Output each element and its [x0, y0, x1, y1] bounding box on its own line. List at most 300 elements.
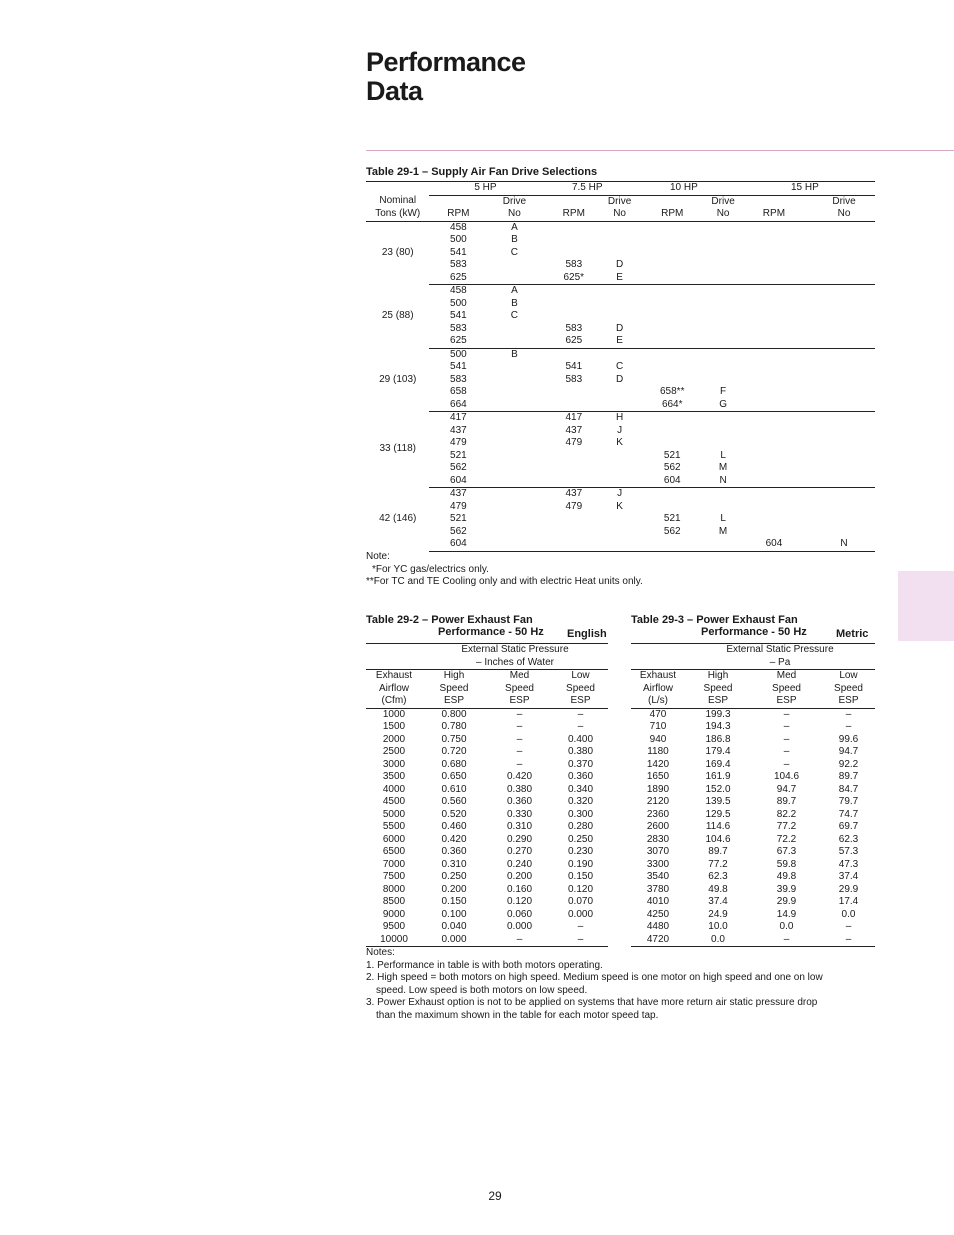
airflow-cell: 1000	[382, 708, 406, 720]
rpm-cell: 479	[450, 437, 467, 448]
high-speed-esp-cell: 186.8	[705, 733, 731, 745]
column-header	[422, 670, 486, 709]
column-header-line: Speed	[703, 682, 733, 694]
column-header-line: (Cfm)	[381, 695, 407, 706]
drive-no-cell	[813, 488, 875, 501]
col-drive: Drive	[832, 195, 856, 207]
airflow-cell: 2600	[646, 821, 670, 832]
table-row	[366, 884, 608, 897]
airflow-cell: 5000	[382, 808, 406, 820]
rpm-cell	[735, 221, 813, 234]
high-speed-esp-cell: 179.4	[705, 746, 731, 757]
table-row	[366, 386, 875, 399]
rpm-cell	[633, 425, 711, 438]
rpm-cell	[735, 386, 813, 399]
rpm-cell: 583	[565, 373, 583, 385]
rpm-cell	[735, 501, 813, 514]
table-row	[366, 272, 875, 285]
med-speed-esp-cell: 94.7	[776, 783, 797, 795]
med-speed-esp-cell: 0.120	[506, 896, 533, 907]
drive-no-cell: A	[511, 285, 518, 296]
table-row	[366, 934, 608, 947]
column-header-line: Med	[776, 670, 797, 681]
rpm-cell: 583	[565, 259, 583, 270]
rpm-cell	[735, 437, 813, 450]
drive-no-cell	[711, 259, 734, 272]
rpm-cell	[735, 513, 813, 526]
med-speed-esp-cell: 0.420	[506, 771, 533, 782]
drive-no-cell	[813, 298, 875, 311]
column-header-line: ESP	[570, 695, 591, 706]
airflow-cell: 6500	[382, 846, 406, 857]
rpm-cell	[541, 234, 606, 247]
rpm-cell	[541, 450, 606, 463]
airflow-cell: 9000	[382, 908, 406, 920]
drive-no-cell	[487, 259, 541, 272]
table-row	[366, 784, 608, 797]
drive-no-cell	[711, 335, 734, 348]
airflow-cell: 8500	[382, 896, 406, 907]
med-speed-esp-cell: –	[751, 934, 822, 947]
column-header-line: Exhaust	[375, 670, 413, 681]
drive-no-cell	[813, 374, 875, 387]
drive-no-cell	[487, 323, 541, 336]
table-row	[366, 759, 608, 772]
drive-no-cell	[606, 475, 633, 488]
table-row	[366, 374, 875, 387]
rpm-cell: 562	[663, 525, 681, 537]
rpm-cell	[633, 259, 711, 272]
low-speed-esp-cell: 0.370	[567, 758, 594, 770]
airflow-cell: 10000	[366, 934, 422, 947]
rpm-cell: 479	[565, 437, 583, 448]
rpm-cell	[633, 488, 711, 501]
table-row	[366, 909, 608, 922]
drive-no-cell: A	[511, 221, 518, 233]
table2-unit-label: English	[567, 628, 607, 640]
nominal-tons-cell: 23 (80)	[381, 246, 414, 258]
med-speed-esp-cell: 67.3	[776, 846, 797, 857]
airflow-cell: 2830	[646, 833, 670, 845]
low-speed-esp-cell: 92.2	[838, 758, 859, 770]
rpm-cell	[735, 399, 813, 412]
rpm-cell	[541, 462, 606, 475]
drive-no-cell	[487, 412, 541, 425]
table1-notes	[366, 551, 643, 589]
low-speed-esp-cell: –	[845, 721, 852, 732]
drive-no-cell: F	[720, 386, 727, 397]
rpm-cell: 658**	[660, 386, 685, 397]
drive-no-cell	[711, 298, 734, 311]
rpm-cell	[633, 247, 711, 260]
page-number: 29	[488, 1189, 502, 1203]
airflow-cell: 7500	[382, 871, 406, 882]
table-row	[631, 734, 875, 747]
high-speed-esp-cell: 10.0	[708, 921, 728, 932]
table-row	[366, 809, 608, 822]
airflow-cell: 4480	[646, 921, 670, 932]
drive-no-cell	[606, 234, 633, 247]
airflow-cell: 2360	[646, 808, 670, 820]
med-speed-esp-cell: 0.200	[506, 871, 533, 882]
table-row	[631, 784, 875, 797]
table-row	[366, 437, 875, 450]
rpm-cell	[633, 538, 711, 551]
rpm-cell	[735, 526, 813, 539]
airflow-cell: 4010	[646, 896, 670, 907]
col-drive: Drive	[711, 195, 735, 207]
table-row	[366, 475, 875, 488]
rpm-cell: 437	[565, 424, 583, 436]
high-speed-esp-cell: 0.780	[441, 721, 467, 732]
column-header-line: Airflow	[642, 682, 673, 694]
rpm-cell: 437	[450, 424, 467, 436]
rpm-cell: 604	[429, 538, 487, 551]
airflow-cell: 7000	[382, 858, 406, 870]
table-row	[366, 348, 875, 361]
esp-header	[685, 644, 875, 670]
med-speed-esp-cell: 39.9	[776, 883, 797, 895]
column-header-line: Speed	[505, 682, 534, 694]
drive-no-cell: B	[511, 234, 518, 245]
high-speed-esp-cell: 0.800	[441, 708, 467, 720]
table-row	[366, 746, 608, 759]
med-speed-esp-cell: 0.160	[506, 883, 533, 895]
col-no: No	[711, 208, 734, 221]
drive-no-cell	[711, 412, 734, 425]
rpm-cell	[541, 526, 606, 539]
airflow-cell: 6000	[382, 833, 406, 845]
high-speed-esp-cell: 0.250	[441, 871, 467, 882]
hp-15-header: 15 HP	[735, 182, 875, 196]
rpm-cell	[541, 310, 606, 323]
rpm-cell: 583	[450, 322, 467, 334]
col-rpm: RPM	[541, 208, 606, 221]
table-row	[631, 759, 875, 772]
rpm-cell: 479	[565, 500, 583, 512]
drive-no-cell	[813, 513, 875, 526]
table-row	[366, 361, 875, 374]
hp-5-header: 5 HP	[429, 182, 541, 196]
airflow-cell: 1180	[647, 746, 669, 757]
rpm-cell	[633, 285, 711, 298]
drive-no-cell: B	[511, 297, 518, 309]
rpm-cell: 604	[429, 475, 487, 488]
rpm-cell	[633, 234, 711, 247]
drive-no-cell	[606, 247, 633, 260]
drive-no-cell	[487, 501, 541, 514]
column-header-line: Speed	[566, 682, 595, 694]
rpm-cell: 437	[565, 488, 583, 499]
page-title-line1: Performance	[366, 47, 526, 77]
table-row	[366, 734, 608, 747]
med-speed-esp-cell: 0.0	[779, 921, 794, 932]
high-speed-esp-cell: 0.040	[441, 921, 467, 932]
rpm-cell	[541, 221, 606, 234]
rpm-cell: 417	[565, 412, 583, 423]
low-speed-esp-cell: 0.190	[567, 858, 594, 870]
table-row	[366, 871, 608, 884]
airflow-cell: 470	[649, 708, 667, 720]
col-no: No	[606, 208, 633, 221]
drive-no-cell	[813, 247, 875, 260]
drive-no-cell	[487, 361, 541, 374]
drive-no-cell	[813, 386, 875, 399]
low-speed-esp-cell: 0.070	[567, 896, 594, 907]
high-speed-esp-cell: 199.3	[705, 708, 731, 720]
drive-no-cell: D	[615, 322, 624, 334]
drive-no-cell: N	[711, 475, 734, 488]
high-speed-esp-cell: 161.9	[705, 771, 731, 782]
drive-no-cell	[487, 462, 541, 475]
table-row	[631, 871, 875, 884]
low-speed-esp-cell: –	[845, 708, 852, 720]
rpm-cell: 583	[450, 259, 467, 270]
table-row	[631, 846, 875, 859]
rpm-cell	[735, 323, 813, 336]
drive-no-cell: L	[720, 449, 726, 461]
low-speed-esp-cell: 57.3	[838, 846, 859, 857]
column-header	[822, 670, 875, 709]
col-rpm: RPM	[429, 208, 487, 221]
med-speed-esp-cell: 0.360	[506, 796, 533, 807]
drive-no-cell	[606, 348, 633, 361]
hp-10-header: 10 HP	[633, 182, 735, 196]
section-tab	[898, 571, 954, 641]
header-divider	[366, 150, 954, 151]
drive-no-cell	[606, 513, 633, 526]
high-speed-esp-cell: 89.7	[708, 846, 728, 857]
low-speed-esp-cell: 69.7	[838, 821, 859, 832]
drive-no-cell: B	[511, 348, 518, 360]
table-row	[366, 462, 875, 475]
med-speed-esp-cell: –	[783, 721, 790, 732]
high-speed-esp-cell: 37.4	[708, 896, 728, 907]
high-speed-esp-cell: 0.0	[685, 934, 751, 947]
rpm-cell	[735, 259, 813, 272]
exhaust-notes	[366, 947, 823, 1022]
rpm-cell	[541, 399, 606, 412]
table-row	[366, 221, 875, 234]
rpm-cell: 417	[450, 412, 467, 423]
column-header-line: ESP	[707, 695, 728, 706]
rpm-cell	[633, 501, 711, 514]
drive-no-cell	[606, 221, 633, 234]
airflow-cell: 5500	[382, 821, 406, 832]
high-speed-esp-cell: 0.150	[441, 896, 467, 907]
rpm-cell	[633, 221, 711, 234]
high-speed-esp-cell: 0.720	[441, 746, 467, 757]
note-line: speed. Low speed is both motors on low speed.	[376, 984, 588, 996]
drive-no-cell: E	[606, 272, 633, 285]
drive-no-cell	[813, 323, 875, 336]
high-speed-esp-cell: 129.5	[705, 808, 731, 820]
table-row	[631, 796, 875, 809]
low-speed-esp-cell: 62.3	[838, 833, 859, 845]
med-speed-esp-cell: 89.7	[776, 796, 797, 807]
table-row	[366, 412, 875, 425]
drive-no-cell	[813, 412, 875, 425]
drive-no-cell: D	[615, 259, 624, 270]
rpm-cell: 664*	[633, 399, 711, 412]
drive-no-cell: E	[606, 335, 633, 348]
med-speed-esp-cell: –	[516, 733, 523, 745]
rpm-cell: 500	[450, 297, 467, 309]
high-speed-esp-cell: 104.6	[705, 833, 731, 845]
drive-no-cell	[711, 538, 734, 551]
airflow-cell: 3000	[382, 758, 406, 770]
high-speed-esp-cell: 0.460	[441, 821, 467, 832]
rpm-cell	[633, 437, 711, 450]
rpm-cell	[735, 450, 813, 463]
drive-no-cell	[813, 310, 875, 323]
rpm-cell	[541, 386, 606, 399]
airflow-cell: 2500	[382, 746, 406, 757]
drive-no-cell	[606, 450, 633, 463]
note-line: **For TC and TE Cooling only and with electric Heat units only.	[366, 576, 643, 587]
col-rpm: RPM	[735, 208, 813, 221]
drive-no-cell: H	[615, 412, 624, 423]
airflow-cell: 4250	[646, 908, 670, 920]
table-row	[631, 859, 875, 872]
col-no: No	[487, 208, 541, 221]
note-line: 2. High speed = both motors on high speed. Medium speed is one motor on high speed and one on low	[366, 972, 823, 983]
drive-no-cell: J	[617, 424, 623, 436]
airflow-cell: 3300	[646, 858, 670, 870]
low-speed-esp-cell: –	[577, 721, 584, 732]
table-row	[366, 234, 875, 247]
drive-no-cell	[487, 526, 541, 539]
esp-header-line2: – Inches of Water	[476, 656, 554, 668]
col-drive: Drive	[607, 195, 632, 207]
low-speed-esp-cell: 0.230	[567, 846, 594, 857]
airflow-cell: 1650	[646, 771, 670, 782]
note-line: *For YC gas/electrics only.	[372, 563, 489, 575]
rpm-cell	[633, 335, 711, 348]
drive-no-cell: J	[617, 488, 623, 499]
drive-no-cell	[606, 386, 633, 399]
med-speed-esp-cell: 0.240	[506, 858, 533, 870]
column-header-line: High	[443, 670, 465, 681]
rpm-cell	[735, 298, 813, 311]
column-header-line: ESP	[443, 695, 464, 706]
table-row	[366, 821, 608, 834]
rpm-cell: 458	[450, 221, 467, 233]
drive-no-cell	[487, 437, 541, 450]
note-line: 3. Power Exhaust option is not to be applied on systems that have more return air static pressure drop	[366, 997, 818, 1008]
column-header-line: Speed	[439, 682, 469, 694]
rpm-cell: 521	[450, 513, 467, 524]
drive-no-cell: M	[718, 525, 728, 537]
drive-no-cell	[606, 298, 633, 311]
table-row	[631, 909, 875, 922]
drive-no-cell	[711, 425, 734, 438]
drive-no-cell	[813, 259, 875, 272]
column-header-line: ESP	[509, 695, 530, 706]
drive-no-cell	[606, 310, 633, 323]
airflow-cell: 1500	[382, 721, 406, 732]
table-row	[366, 488, 875, 501]
column-header-line: Low	[839, 670, 858, 681]
drive-no-cell	[711, 361, 734, 374]
rpm-cell: 583	[450, 373, 467, 385]
airflow-cell: 710	[649, 721, 667, 732]
airflow-cell: 8000	[382, 883, 406, 895]
note-line: 1. Performance in table is with both motors operating.	[366, 959, 603, 971]
low-speed-esp-cell: 0.000	[567, 908, 594, 920]
note-line: than the maximum shown in the table for each motor speed tap.	[376, 1009, 659, 1021]
drive-no-cell	[813, 335, 875, 348]
low-speed-esp-cell: 74.7	[838, 808, 859, 820]
airflow-cell: 9500	[382, 921, 406, 932]
high-speed-esp-cell: 0.100	[441, 908, 467, 920]
rpm-cell	[735, 425, 813, 438]
table-row	[366, 501, 875, 514]
low-speed-esp-cell: 0.300	[567, 808, 594, 820]
high-speed-esp-cell: 169.4	[705, 758, 731, 770]
table-row	[366, 526, 875, 539]
note-heading: Note:	[366, 551, 390, 562]
airflow-cell: 3500	[382, 771, 406, 782]
column-header	[486, 670, 553, 709]
table3-unit-label: Metric	[836, 628, 869, 640]
rpm-cell	[735, 374, 813, 387]
rpm-cell	[541, 285, 606, 298]
table3-caption-line2: Performance - 50 Hz	[701, 626, 807, 638]
esp-header-line2: – Pa	[769, 656, 791, 668]
high-speed-esp-cell: 77.2	[708, 858, 728, 870]
drive-no-cell	[711, 374, 734, 387]
low-speed-esp-cell: 94.7	[838, 746, 859, 757]
rpm-cell	[541, 475, 606, 488]
drive-no-cell	[813, 348, 875, 361]
column-header-line: Med	[509, 670, 530, 681]
med-speed-esp-cell: –	[516, 758, 523, 770]
drive-no-cell	[487, 538, 541, 551]
table-row	[631, 708, 875, 721]
drive-no-cell: C	[510, 246, 519, 258]
drive-no-cell	[487, 386, 541, 399]
high-speed-esp-cell: 0.000	[422, 934, 486, 947]
column-header	[685, 670, 751, 709]
rpm-cell: 625	[541, 335, 606, 348]
table-row	[366, 425, 875, 438]
high-speed-esp-cell: 152.0	[705, 783, 731, 795]
drive-no-cell	[711, 234, 734, 247]
col-no: No	[813, 208, 875, 221]
table-row	[366, 513, 875, 526]
drive-no-cell	[711, 488, 734, 501]
drive-no-cell	[606, 538, 633, 551]
med-speed-esp-cell: 29.9	[776, 896, 797, 907]
drive-no-cell	[606, 285, 633, 298]
drive-no-cell	[813, 272, 875, 285]
rpm-cell	[541, 247, 606, 260]
supply-fan-drive-table	[366, 181, 875, 552]
col-rpm: RPM	[633, 208, 711, 221]
low-speed-esp-cell: –	[577, 708, 584, 720]
rpm-cell: 562	[663, 462, 681, 473]
low-speed-esp-cell: –	[845, 921, 852, 932]
rpm-cell: 625*	[541, 272, 606, 285]
airflow-cell: 1890	[646, 783, 670, 795]
drive-no-cell	[487, 335, 541, 348]
nominal-tons-cell: 25 (88)	[381, 310, 414, 321]
rpm-cell	[735, 361, 813, 374]
rpm-cell	[735, 335, 813, 348]
rpm-cell: 521	[663, 513, 681, 524]
rpm-cell: 625	[429, 272, 487, 285]
